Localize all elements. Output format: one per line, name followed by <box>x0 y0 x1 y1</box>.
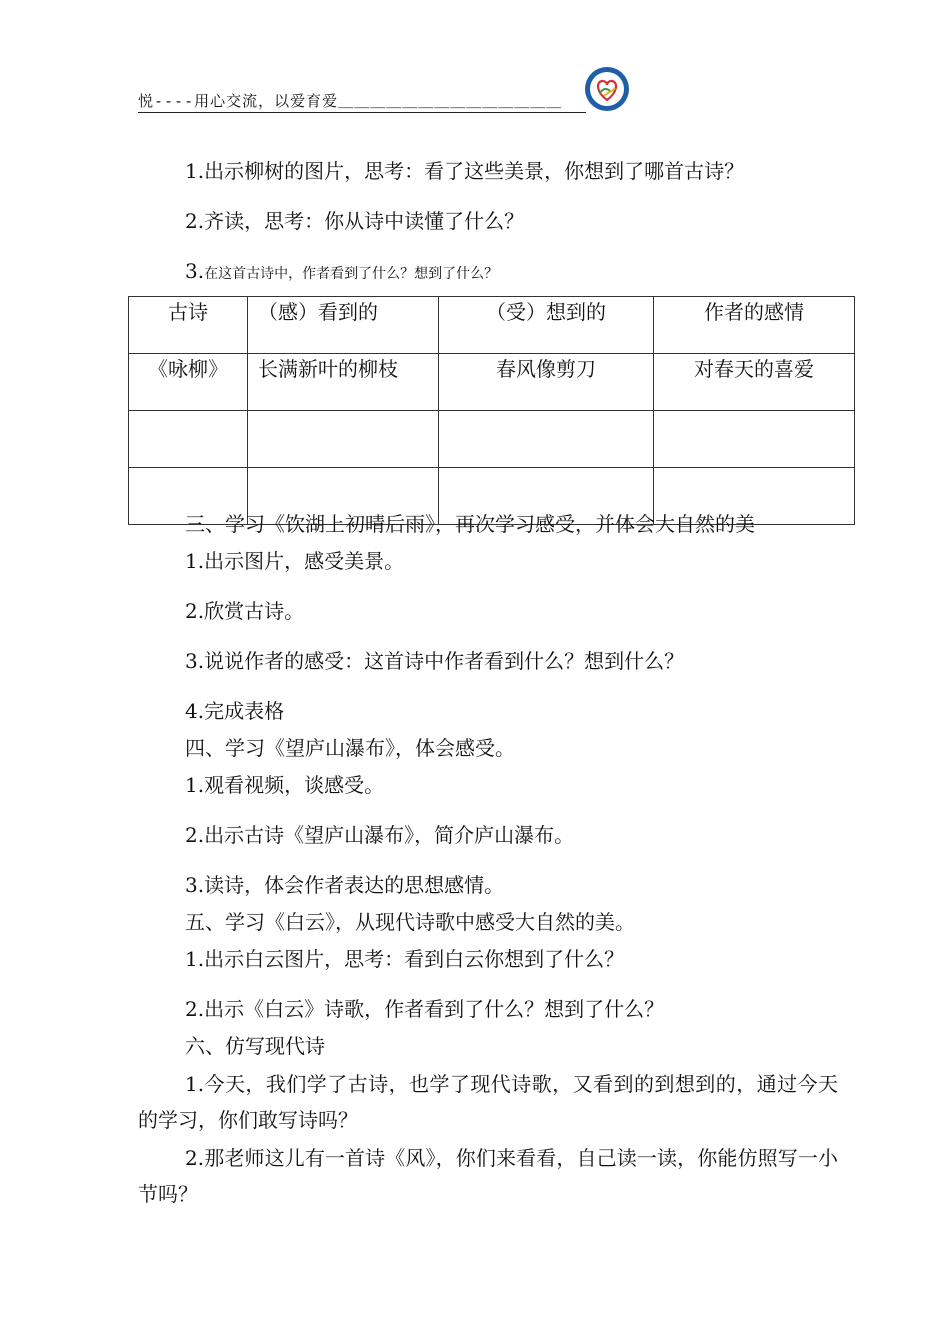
section-5-title: 五、学习《白云》，从现代诗歌中感受大自然的美。 <box>185 910 635 934</box>
table-header-cell: （感）看到的 <box>248 297 439 354</box>
section-4-title: 四、学习《望庐山瀑布》，体会感受。 <box>185 736 515 760</box>
section-5-step-2: 2.出示《白云》诗歌，作者看到了什么？想到了什么？ <box>185 997 665 1021</box>
section-3-step-3: 3.说说作者的感受：这首诗中作者看到什么？想到什么？ <box>185 649 685 673</box>
table-row <box>129 354 855 411</box>
school-logo <box>584 66 630 112</box>
table-cell: 《咏柳》 <box>129 354 248 411</box>
table-cell <box>248 411 439 468</box>
section-3-title: 三、学习《饮湖上初晴后雨》，再次学习感受，并体会大自然的美 <box>185 512 755 536</box>
step-3 <box>185 257 498 288</box>
table-row <box>129 411 855 468</box>
table-header-cell: （受）想到的 <box>439 297 654 354</box>
section-3-step-2: 2.欣赏古诗。 <box>185 599 305 623</box>
table-cell <box>129 411 248 468</box>
step-3-number: 3. <box>185 259 205 283</box>
table-cell <box>439 411 654 468</box>
table-cell <box>654 411 855 468</box>
section-6-step-2: 2.那老师这儿有一首诗《风》，你们来看看，自己读一读，你能仿照写一小节吗？ <box>138 1146 838 1206</box>
table-cell: 长满新叶的柳枝 <box>248 354 439 411</box>
section-6-step-1: 1.今天，我们学了古诗，也学了现代诗歌，又看到的到想到的，通过今天的学习，你们敢写诗吗？ <box>138 1072 838 1132</box>
table-cell: 春风像剪刀 <box>439 354 654 411</box>
section-3-step-4: 4.完成表格 <box>185 699 285 723</box>
table-header-cell: 作者的感情 <box>654 297 855 354</box>
step-3-text: 在这首古诗中，作者看到了什么？想到了什么？ <box>204 266 499 282</box>
section-6-title: 六、仿写现代诗 <box>185 1034 325 1058</box>
section-4-step-1: 1.观看视频，谈感受。 <box>185 773 385 797</box>
step-2: 2.齐读，思考：你从诗中读懂了什么？ <box>185 209 525 233</box>
section-4-step-2: 2.出示古诗《望庐山瀑布》，简介庐山瀑布。 <box>185 823 575 847</box>
table-header-cell: 古诗 <box>129 297 248 354</box>
page-header: 悦----用心交流，以爱育爱＿＿＿＿＿＿＿＿＿＿＿＿＿＿ <box>138 90 586 113</box>
section-5-step-1: 1.出示白云图片，思考：看到白云你想到了什么？ <box>185 947 625 971</box>
table-cell: 对春天的喜爱 <box>654 354 855 411</box>
poem-table <box>128 296 855 525</box>
section-4-step-3: 3.读诗，体会作者表达的思想感情。 <box>185 873 505 897</box>
table-header-row <box>129 297 855 354</box>
section-3-step-1: 1.出示图片，感受美景。 <box>185 549 405 573</box>
step-1: 1.出示柳树的图片，思考：看了这些美景，你想到了哪首古诗？ <box>185 159 745 183</box>
